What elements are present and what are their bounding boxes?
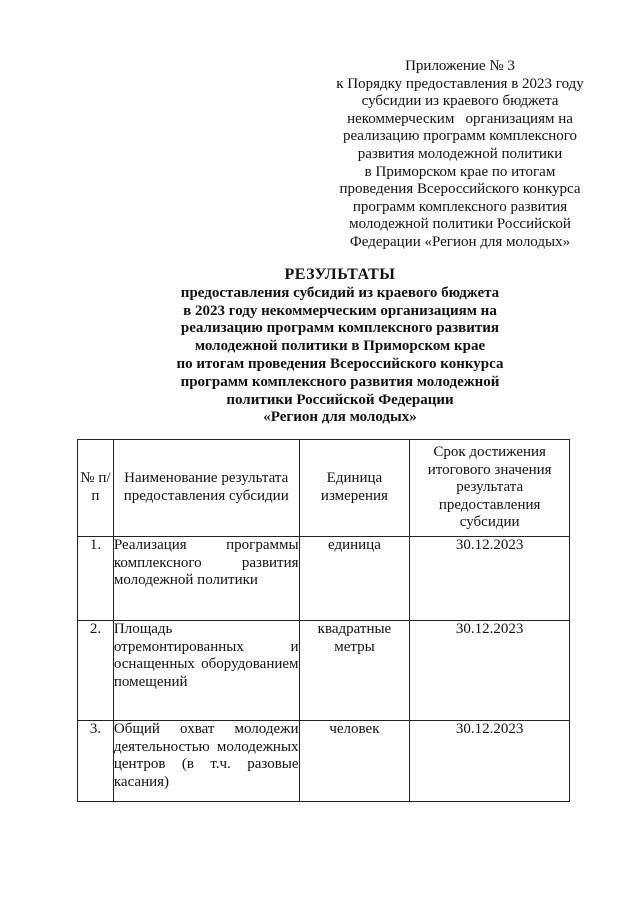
appendix-line: в Приморском крае по итогам	[364, 163, 556, 180]
title-line: в 2023 году некоммерческим организациям на	[183, 302, 497, 319]
row-deadline: 30.12.2023	[410, 621, 570, 721]
row-result-name: Реализация программы комплексного развития молодежной политики	[113, 537, 299, 621]
appendix-line: проведения Всероссийского конкурса	[339, 181, 581, 198]
appendix-line: реализацию программ комплексного	[342, 128, 578, 145]
table-row	[78, 721, 570, 802]
row-number: 1.	[78, 537, 114, 621]
title-line: предоставления субсидий из краевого бюджета	[180, 284, 500, 301]
row-unit: единица	[299, 537, 410, 621]
title-line: реализацию программ комплексного развития	[180, 320, 500, 337]
title-line: по итогам проведения Всероссийского конкурса	[176, 355, 504, 372]
table-row	[78, 537, 570, 621]
row-deadline: 30.12.2023	[410, 721, 570, 802]
row-deadline: 30.12.2023	[410, 537, 570, 621]
row-unit: человек	[299, 721, 410, 802]
appendix-line: Федерации «Регион для молодых»	[349, 233, 571, 250]
header-deadline: Срок достижения итогового значения результата предоставления субсидии	[410, 440, 570, 537]
header-unit: Единица измерения	[299, 440, 410, 537]
appendix-line: некоммерческим организациям на	[347, 110, 573, 127]
row-number: 2.	[78, 621, 114, 721]
document-title	[100, 266, 580, 427]
row-number: 3.	[78, 721, 114, 802]
title-line: программ комплексного развития молодежной	[180, 373, 500, 390]
header-number: № п/п	[78, 440, 114, 537]
row-result-name: Общий охват молодежи деятельностью молодежных центров (в т.ч. разовые касания)	[113, 721, 299, 802]
title-line: «Регион для молодых»	[263, 409, 417, 426]
title-line: политики Российской Федерации	[226, 391, 454, 408]
table-header-row	[78, 440, 570, 537]
appendix-line: развития молодежной политики	[357, 145, 563, 162]
appendix-line: молодежной политики Российской	[349, 216, 571, 233]
appendix-line: к Порядку предоставления в 2023 году	[336, 75, 584, 92]
title-heading: РЕЗУЛЬТАТЫ	[284, 266, 396, 283]
table-row	[78, 621, 570, 721]
appendix-line: субсидии из краевого бюджета	[361, 93, 559, 110]
row-result-name: Площадь отремонтированных и оснащенных оборудованием помещений	[113, 621, 299, 721]
appendix-header	[318, 58, 602, 252]
row-unit: квадратные метры	[299, 621, 410, 721]
appendix-line: Приложение № 3	[405, 58, 515, 74]
header-result-name: Наименование результата предоставления субсидии	[113, 440, 299, 537]
appendix-line: программ комплексного развития	[352, 198, 568, 215]
title-line: молодежной политики в Приморском крае	[194, 338, 486, 355]
results-table	[77, 439, 570, 802]
